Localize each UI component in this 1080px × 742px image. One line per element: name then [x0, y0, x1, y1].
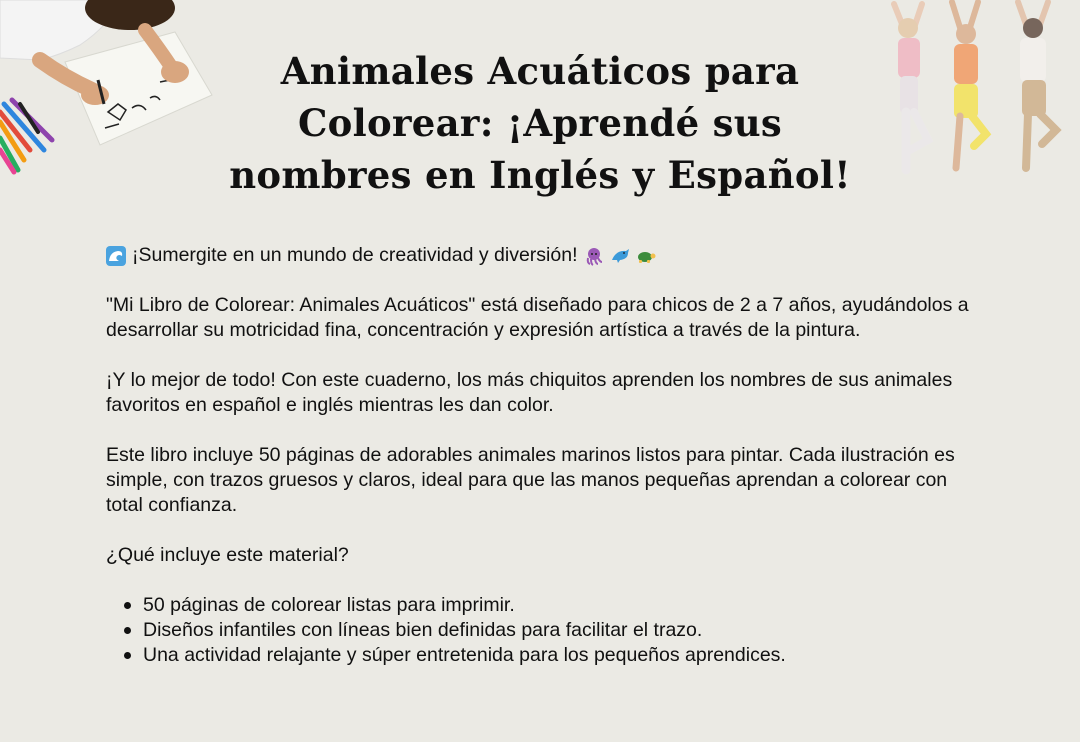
- kids-yoga-illustration: [870, 0, 1080, 185]
- dolphin-icon: [610, 246, 630, 266]
- wave-icon: [106, 246, 126, 266]
- turtle-icon: [636, 246, 656, 266]
- features-list: [106, 593, 986, 668]
- child-drawing-illustration: [0, 0, 220, 185]
- paragraph-2: ¡Y lo mejor de todo! Con este cuaderno, los más chiquitos aprenden los nombres de sus animales favoritos en español e inglés mientras les dan color.: [106, 369, 953, 416]
- intro-text: ¡Sumergite en un mundo de creatividad y diversión!: [132, 244, 578, 266]
- list-item: [124, 643, 986, 668]
- bullet-icon: [124, 602, 131, 609]
- list-item: [124, 593, 986, 618]
- description-body: [106, 243, 986, 668]
- list-item-text: 50 páginas de colorear listas para imprimir.: [143, 594, 515, 616]
- question-heading: ¿Qué incluye este material?: [106, 544, 349, 566]
- list-item-text: Una actividad relajante y súper entretenida para los pequeños aprendices.: [143, 644, 786, 666]
- paragraph-1: "Mi Libro de Colorear: Animales Acuáticos" está diseñado para chicos de 2 a 7 años, ayudándolos a desarrollar su motricidad fina, concentración y expresión artística a través de la pintura.: [106, 294, 969, 341]
- list-item-text: Diseños infantiles con líneas bien definidas para facilitar el trazo.: [143, 619, 703, 641]
- bullet-icon: [124, 627, 131, 634]
- intro-line: [106, 243, 986, 268]
- bullet-icon: [124, 652, 131, 659]
- list-item: [124, 618, 986, 643]
- page-title: Animales Acuáticos para Colorear: ¡Aprendé sus nombres en Inglés y Español!: [229, 49, 851, 197]
- paragraph-3: Este libro incluye 50 páginas de adorables animales marinos listos para pintar. Cada ilustración es simple, con trazos gruesos y claros, ideal para que las manos pequeñas aprendan a colorear con total confianza.: [106, 444, 955, 516]
- octopus-icon: [584, 246, 604, 266]
